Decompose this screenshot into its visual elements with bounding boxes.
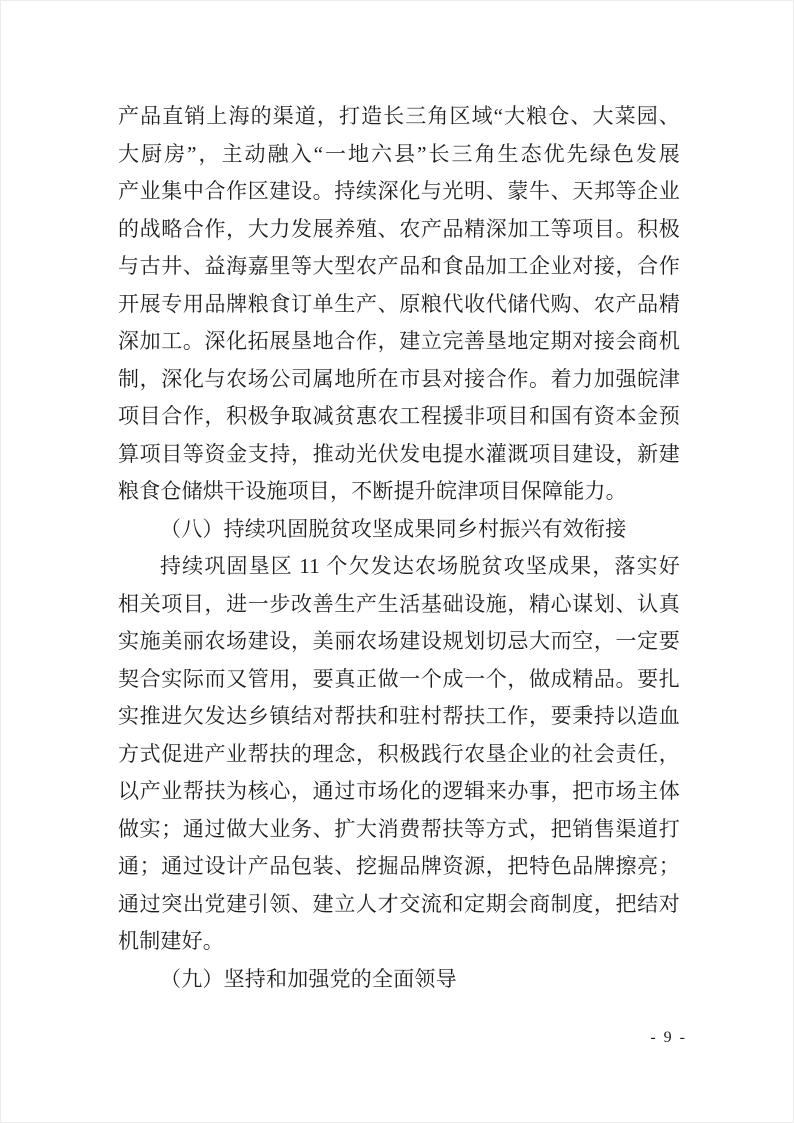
paragraph-line: 项目合作，积极争取减贫惠农工程援非项目和国有资本金预 bbox=[118, 404, 680, 428]
paragraph-line: 以产业帮扶为核心，通过市场化的逻辑来办事，把市场主体 bbox=[118, 779, 680, 803]
paragraph-line: 算项目等资金支持，推动光伏发电提水灌溉项目建设，新建 bbox=[118, 441, 680, 466]
paragraph-line: 实推进欠发达乡镇结对帮扶和驻村帮扶工作，要秉持以造血 bbox=[118, 704, 680, 728]
paragraph-last-line: 粮食仓储烘干设施项目，不断提升皖津项目保障能力。 bbox=[118, 479, 627, 503]
paragraph-line: 制，深化与农场公司属地所在市县对接合作。着力加强皖津 bbox=[118, 366, 680, 391]
paragraph-line: 的战略合作，大力发展养殖、农产品精深加工等项目。积极 bbox=[118, 216, 680, 241]
paragraph-line: 做实；通过做大业务、扩大消费帮扶等方式，把销售渠道打 bbox=[118, 816, 680, 841]
paragraph-line: 大厨房”，主动融入“一地六县”长三角生态优先绿色发展 bbox=[118, 141, 680, 166]
paragraph-line: 方式促进产业帮扶的理念，积极践行农垦企业的社会责任， bbox=[118, 741, 680, 766]
section-heading-9: （九）坚持和加强党的全面领导 bbox=[160, 966, 457, 991]
paragraph-line: 深加工。深化拓展垦地合作，建立完善垦地定期对接会商机 bbox=[118, 329, 680, 353]
paragraph-line: 产品直销上海的渠道，打造长三角区域“大粮仓、大菜园、 bbox=[118, 104, 680, 128]
paragraph-line: 通过突出党建引领、建立人才交流和定期会商制度，把结对 bbox=[118, 891, 680, 916]
paragraph-first-line: 持续巩固垦区 11 个欠发达农场脱贫攻坚成果，落实好 bbox=[160, 554, 680, 578]
paragraph-last-line: 机制建好。 bbox=[118, 929, 224, 953]
paragraph-line: 与古井、益海嘉里等大型农产品和食品加工企业对接，合作 bbox=[118, 254, 680, 278]
paragraph-line: 产业集中合作区建设。持续深化与光明、蒙牛、天邦等企业 bbox=[118, 179, 680, 203]
paragraph-line: 通；通过设计产品包装、挖掘品牌资源，把特色品牌擦亮； bbox=[118, 854, 680, 878]
paragraph-line: 实施美丽农场建设，美丽农场建设规划切忌大而空，一定要 bbox=[118, 629, 680, 653]
document-body bbox=[118, 98, 680, 998]
paragraph-line: 开展专用品牌粮食订单生产、原粮代收代储代购、农产品精 bbox=[118, 291, 680, 316]
paragraph-line: 契合实际而又管用，要真正做一个成一个，做成精品。要扎 bbox=[118, 666, 680, 691]
page-number: - 9 - bbox=[650, 1029, 687, 1046]
section-heading-8: （八）持续巩固脱贫攻坚成果同乡村振兴有效衔接 bbox=[160, 516, 627, 541]
paragraph-line: 相关项目，进一步改善生产生活基础设施，精心谋划、认真 bbox=[118, 591, 680, 616]
